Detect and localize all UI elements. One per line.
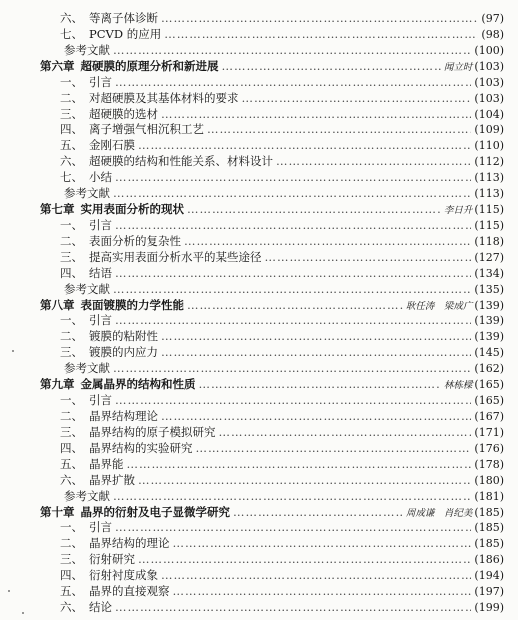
toc-entry-number: 一、 <box>60 313 83 328</box>
toc-entry-number: 三、 <box>60 552 83 567</box>
toc-entry-page-number: (197) <box>474 585 504 599</box>
toc-entry-title: 超硬膜的原理分析和新进展 <box>80 58 219 73</box>
toc-entry-number: 五、 <box>60 456 83 471</box>
toc-entry-number: 第六章 <box>40 58 75 73</box>
toc-entry-page-number: (139) <box>474 314 504 328</box>
toc-entry-title: 晶界结构的原子模拟研究 <box>89 424 216 439</box>
toc-entry-number: 一、 <box>60 217 83 232</box>
toc-entry-page-number: (139) <box>474 330 504 344</box>
toc-entry-page-number: (112) <box>474 155 504 169</box>
toc-entry-page-number: (171) <box>474 425 504 439</box>
toc-entry-page-number: (135) <box>474 282 504 296</box>
toc-entry-page-number: (176) <box>474 441 504 455</box>
toc-entry-title: 引言 <box>89 313 112 328</box>
toc-entry-page-number: (194) <box>474 569 504 583</box>
toc-entry-page-number: (181) <box>474 489 504 503</box>
toc-entry-page-number: (110) <box>474 139 504 153</box>
toc-entry-number: 五、 <box>60 138 83 153</box>
toc-entry-page-number: (167) <box>474 410 504 423</box>
toc-entry-page-number: (118) <box>474 234 504 248</box>
toc-entry-page-number: (145) <box>474 346 504 360</box>
toc-entry-number: 四、 <box>60 265 83 280</box>
toc-entry-number: 五、 <box>60 584 83 599</box>
toc-entry-title: 参考文献 <box>64 186 110 201</box>
toc-entry-number: 二、 <box>60 90 83 105</box>
toc-entry-page-number: (109) <box>474 123 504 137</box>
toc-entry-number: 七、 <box>60 26 83 41</box>
toc-entry-number: 七、 <box>60 170 83 185</box>
toc-entry-title: 衍射研究 <box>89 552 135 567</box>
toc-entry-page-number: (97) <box>481 12 504 25</box>
toc-entry-number: 六、 <box>60 472 83 487</box>
toc-entry-title: 小结 <box>89 170 112 185</box>
toc-entry-author: 林栋樑 <box>443 380 473 392</box>
toc-entry-title: 参考文献 <box>64 488 110 503</box>
scan-speck <box>22 612 24 614</box>
toc-entry-number: 二、 <box>60 536 83 551</box>
scan-speck <box>12 350 14 352</box>
toc-entry-number: 二、 <box>60 233 83 248</box>
toc-entry-number: 六、 <box>60 154 83 169</box>
toc-entry-page-number: (186) <box>474 553 504 567</box>
toc-section-row <box>60 598 504 616</box>
toc-entry-title: 晶界结构的理论 <box>89 536 170 551</box>
toc-entry-title: 对超硬膜及其基体材料的要求 <box>89 90 239 105</box>
toc-entry-page-number: (115) <box>474 218 504 232</box>
toc-entry-title: 参考文献 <box>64 281 110 296</box>
toc-entry-page-number: (113) <box>474 171 504 185</box>
toc-entry-number: 四、 <box>60 568 83 583</box>
toc-entry-page-number: (180) <box>474 473 504 487</box>
toc-entry-page-number: (134) <box>474 266 504 280</box>
toc-entry-page-number: (103) <box>474 75 504 89</box>
toc-entry-number: 三、 <box>60 106 83 121</box>
toc-entry-title: 晶界结构理论 <box>89 409 158 423</box>
toc-entry-title: 镀膜的粘附性 <box>89 329 158 344</box>
toc-entry-title: 结论 <box>89 600 112 615</box>
toc-entry-page-number: (165) <box>474 378 504 392</box>
toc-entry-page-number: (113) <box>474 187 504 201</box>
toc-entry-page-number: (185) <box>474 505 504 519</box>
toc-entry-title: 表面分析的复杂性 <box>89 233 181 248</box>
toc-entry-number: 第八章 <box>40 297 75 312</box>
toc-entry-page-number: (100) <box>474 43 504 57</box>
toc-entry-title: 参考文献 <box>64 361 110 376</box>
toc-entry-number: 三、 <box>60 424 83 439</box>
toc-entry-page-number: (185) <box>474 521 504 535</box>
toc-entry-title: 衍射衬度成象 <box>89 568 158 583</box>
leader-dots <box>115 598 471 616</box>
toc-entry-page-number: (103) <box>474 91 504 105</box>
toc-entry-title: 金属晶界的结构和性质 <box>80 377 196 392</box>
toc-entry-title: 引言 <box>89 217 112 232</box>
toc-entry-title: 实用表面分析的现状 <box>80 202 184 217</box>
toc-entry-title: 引言 <box>89 520 112 535</box>
toc-entry-page-number: (103) <box>474 59 504 73</box>
toc-entry-page-number: (139) <box>474 298 504 312</box>
toc-entry-number: 六、 <box>60 11 83 25</box>
toc-entry-number: 四、 <box>60 122 83 137</box>
toc-entry-title: 晶界能 <box>89 456 124 471</box>
toc-entry-title: 晶界的直接观察 <box>89 584 170 599</box>
toc-entry-number: 一、 <box>60 393 83 408</box>
toc-entry-number: 三、 <box>60 249 83 264</box>
toc-entry-page-number: (127) <box>474 250 504 264</box>
toc-entry-author: 李日升 <box>443 205 473 217</box>
toc-entry-number: 四、 <box>60 440 83 455</box>
toc-entry-page-number: (162) <box>474 362 504 376</box>
toc-entry-title: 等离子体诊断 <box>89 11 158 25</box>
toc-entry-page-number: (115) <box>474 203 504 217</box>
toc-entry-number: 第七章 <box>40 202 75 217</box>
toc-entry-title: 提高实用表面分析水平的某些途径 <box>89 249 262 264</box>
toc-entry-number: 二、 <box>60 409 83 423</box>
toc-entry-author: 耿任涛 梁成广 <box>405 300 473 312</box>
toc-entry-number: 一、 <box>60 520 83 535</box>
toc-entry-title: 晶界的衍射及电子显微学研究 <box>80 504 230 519</box>
toc-entry-number: 第九章 <box>40 377 75 392</box>
toc-entry-page-number: (185) <box>474 537 504 551</box>
toc-entry-page-number: (178) <box>474 457 504 471</box>
toc-entry-title: 表面镀膜的力学性能 <box>80 297 184 312</box>
toc-entry-title: 结语 <box>89 265 112 280</box>
toc-entry-author: 周成谦 肖纪美 <box>405 507 473 519</box>
toc-entry-number: 六、 <box>60 600 83 615</box>
scan-speck <box>8 590 10 592</box>
toc-entry-label <box>60 598 112 616</box>
toc-entry-title: 引言 <box>89 74 112 89</box>
toc-entry-title: 金刚石膜 <box>89 138 135 153</box>
toc-entry-title: 晶界扩散 <box>89 472 135 487</box>
toc-entry-title: 引言 <box>89 393 112 408</box>
toc-entry-title: 离子增强气相沉积工艺 <box>89 122 204 137</box>
toc-entry-page-number: (98) <box>481 27 504 41</box>
toc-entry-page-number: (104) <box>474 107 504 121</box>
toc-entry-number: 三、 <box>60 345 83 360</box>
toc-entry-title: 镀膜的内应力 <box>89 345 158 360</box>
toc-entry-title: PCVD 的应用 <box>89 26 162 41</box>
toc-entry-number: 二、 <box>60 329 83 344</box>
toc-entry-title: 超硬膜的结构和性能关系、材料设计 <box>89 154 273 169</box>
toc-entry-title: 参考文献 <box>64 42 110 57</box>
toc-entry-title: 晶界结构的实验研究 <box>89 440 193 455</box>
toc-entry-author: 闻立时 <box>443 61 473 73</box>
toc-entry-number: 一、 <box>60 74 83 89</box>
toc-entry-page-number: (165) <box>474 394 504 408</box>
toc-entry-number: 第十章 <box>40 504 75 519</box>
toc-entry-title: 超硬膜的选材 <box>89 106 158 121</box>
toc-entry-page-number: (199) <box>474 601 504 615</box>
